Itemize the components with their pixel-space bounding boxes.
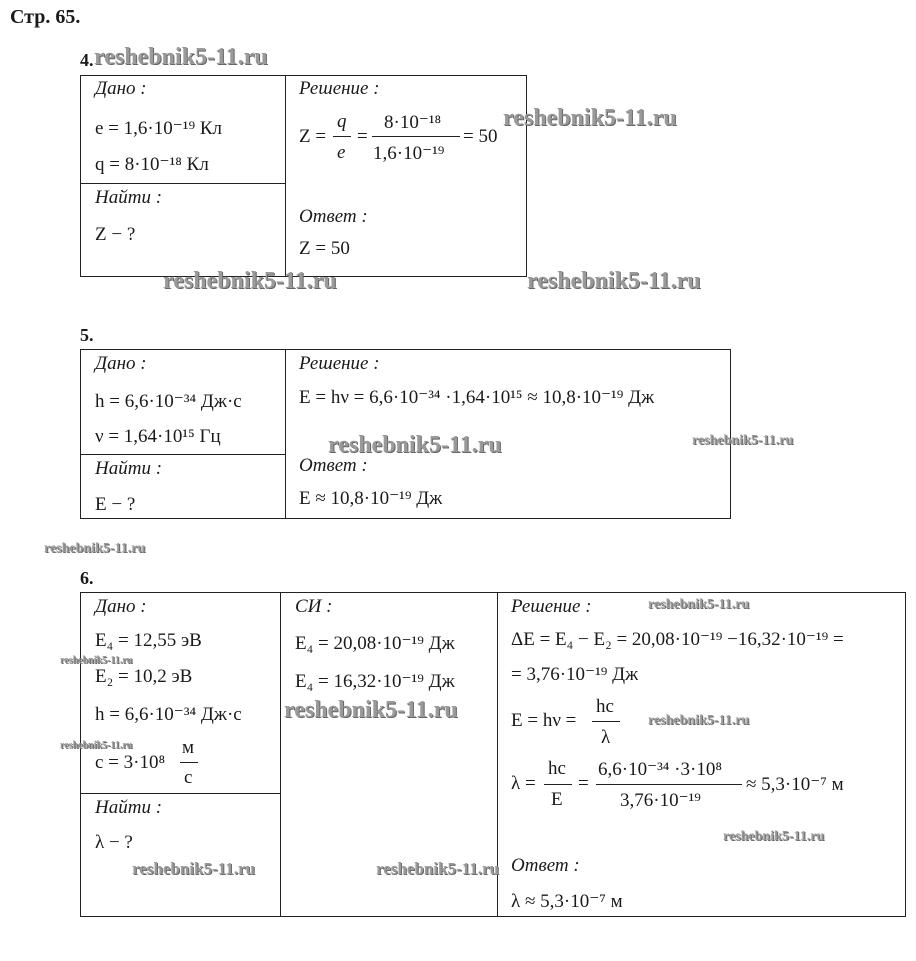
fraction-numerator: 8·10⁻¹⁸ xyxy=(384,112,442,133)
find-z: Z − ? xyxy=(95,224,136,245)
watermark: reshebnik5-11.ru xyxy=(376,859,499,878)
watermark: reshebnik5-11.ru xyxy=(60,655,133,666)
given-label: Дано : xyxy=(95,596,147,617)
given-label: Дано : xyxy=(95,78,147,99)
fraction-denominator: 1,6·10⁻¹⁹ xyxy=(373,143,445,164)
fraction-bar xyxy=(372,136,460,137)
fraction-denominator: с xyxy=(184,767,193,788)
solution-line: ΔE = E₄ − E₂ = 20,08·10⁻¹⁹ −16,32·10⁻¹⁹ = xyxy=(511,629,844,650)
given-e2: E₂ = 10,2 эВ xyxy=(95,666,193,687)
si-e2: E₄ = 16,32·10⁻¹⁹ Дж xyxy=(295,671,455,692)
watermark: reshebnik5-11.ru xyxy=(284,697,458,723)
find-label: Найти : xyxy=(95,458,163,479)
given-label: Дано : xyxy=(95,353,147,374)
watermark: reshebnik5-11.ru xyxy=(503,105,677,131)
fraction-numerator: hc xyxy=(548,758,566,779)
watermark: reshebnik5-11.ru xyxy=(648,597,750,612)
fraction-bar xyxy=(592,721,620,722)
table-divider xyxy=(80,793,280,794)
si-label: СИ : xyxy=(295,596,333,617)
table-divider xyxy=(80,454,285,455)
given-charge-q: q = 8·10⁻¹⁸ Кл xyxy=(95,154,209,175)
fraction-numerator: q xyxy=(337,111,347,132)
watermark: reshebnik5-11.ru xyxy=(527,268,701,294)
watermark: reshebnik5-11.ru xyxy=(44,541,146,556)
table-divider xyxy=(80,183,285,184)
watermark: reshebnik5-11.ru xyxy=(163,268,337,294)
table-divider xyxy=(280,592,281,917)
equals-sign: = xyxy=(357,126,368,147)
fraction-numerator: hc xyxy=(596,696,614,717)
fraction-denominator: E xyxy=(551,789,563,810)
solution-line: = 3,76·10⁻¹⁹ Дж xyxy=(511,664,639,685)
fraction-bar xyxy=(180,762,198,763)
find-lambda: λ − ? xyxy=(95,832,133,853)
solution-label: Решение : xyxy=(511,596,592,617)
si-e4: E₄ = 20,08·10⁻¹⁹ Дж xyxy=(295,633,455,654)
problem-4-number: 4. xyxy=(80,50,94,70)
solution-result: ≈ 5,3·10⁻⁷ м xyxy=(746,774,844,795)
watermark: reshebnik5-11.ru xyxy=(723,829,825,844)
fraction-bar xyxy=(544,784,572,785)
solution-label: Решение : xyxy=(299,78,380,99)
problem-5-number: 5. xyxy=(80,325,94,345)
answer-value: λ ≈ 5,3·10⁻⁷ м xyxy=(511,891,623,912)
given-e4: E₄ = 12,55 эВ xyxy=(95,630,202,651)
answer-value: Z = 50 xyxy=(299,238,350,259)
fraction-numerator: м xyxy=(182,737,195,758)
find-e: E − ? xyxy=(95,494,136,515)
fraction-denominator: λ xyxy=(601,727,611,748)
solution-label: Решение : xyxy=(299,353,380,374)
fraction-numerator: 6,6·10⁻³⁴ ·3·10⁸ xyxy=(598,759,722,780)
page-header: Стр. 65. xyxy=(10,6,81,28)
solution-line: E = hν = 6,6·10⁻³⁴ ·1,64·10¹⁵ ≈ 10,8·10⁻¹⁹ Дж xyxy=(299,387,655,408)
fraction-denominator: e xyxy=(337,142,346,163)
table-divider xyxy=(285,349,286,519)
given-frequency: ν = 1,64·10¹⁵ Гц xyxy=(95,426,221,447)
equals-sign: = xyxy=(578,773,589,794)
solution-energy-lhs: E = hν = xyxy=(511,710,577,731)
given-charge-e: e = 1,6·10⁻¹⁹ Кл xyxy=(95,118,222,139)
given-planck: h = 6,6·10⁻³⁴ Дж·с xyxy=(95,391,242,412)
fraction-bar xyxy=(596,784,742,785)
answer-value: E ≈ 10,8·10⁻¹⁹ Дж xyxy=(299,488,443,509)
watermark: reshebnik5-11.ru xyxy=(60,740,133,751)
watermark: reshebnik5-11.ru xyxy=(648,713,750,728)
solution-result: = 50 xyxy=(463,126,498,147)
watermark: reshebnik5-11.ru xyxy=(328,432,502,458)
find-label: Найти : xyxy=(95,187,163,208)
given-planck: h = 6,6·10⁻³⁴ Дж·с xyxy=(95,704,242,725)
solution-lambda-lhs: λ = xyxy=(511,773,536,794)
find-label: Найти : xyxy=(95,797,163,818)
fraction-denominator: 3,76·10⁻¹⁹ xyxy=(620,790,701,811)
watermark: reshebnik5-11.ru xyxy=(692,433,794,448)
table-divider xyxy=(285,75,286,277)
answer-label: Ответ : xyxy=(511,855,580,876)
watermark: reshebnik5-11.ru xyxy=(132,859,255,878)
problem-6-number: 6. xyxy=(80,568,94,588)
watermark: reshebnik5-11.ru xyxy=(94,44,268,70)
solution-lhs: Z = xyxy=(299,126,327,147)
fraction-bar xyxy=(333,136,351,137)
given-light-speed: c = 3·10⁸ xyxy=(95,752,166,773)
answer-label: Ответ : xyxy=(299,455,368,476)
answer-label: Ответ : xyxy=(299,206,368,227)
